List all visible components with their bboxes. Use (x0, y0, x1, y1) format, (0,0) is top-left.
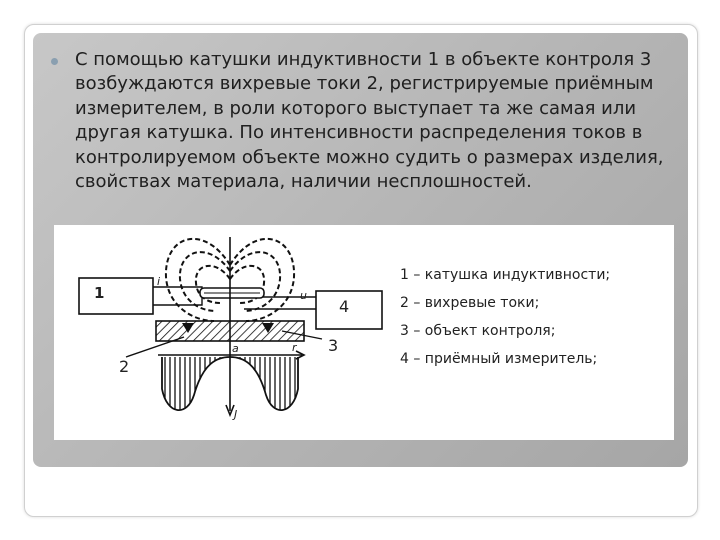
callout-line-2 (126, 337, 184, 357)
box-1 (79, 278, 153, 314)
legend-item: 3 – объект контроля; (400, 323, 556, 339)
letter-i: i (157, 275, 161, 288)
diagram-figure (54, 225, 674, 440)
letter-u: u (300, 289, 307, 302)
box-4-label: 4 (339, 297, 350, 316)
letter-a: a (232, 342, 239, 355)
legend-item: 4 – приёмный измеритель; (400, 351, 598, 367)
body-text: С помощью катушки индуктивности 1 в объекте контроля 3 возбуждаются вихревые токи 2, регистрируемые приёмным измерителем, в роли которого выступает та же самая или другая катушка. По интенсивности распределения токов в контролируемом объекте можно судить о размерах изделия, свойствах материала, наличии несплошностей. (75, 49, 664, 193)
field-lines-left (166, 239, 230, 321)
callout-2-label: 2 (119, 357, 130, 376)
callout-3-label: 3 (328, 336, 339, 355)
legend-item: 2 – вихревые токи; (400, 295, 540, 311)
diagram-legend (400, 261, 610, 373)
letter-r: r (292, 341, 297, 354)
legend-item: 1 – катушка индуктивности; (400, 267, 611, 283)
box-1-label: 1 (94, 284, 105, 302)
bullet-dot-icon (51, 58, 58, 65)
letter-j: J (234, 408, 238, 421)
